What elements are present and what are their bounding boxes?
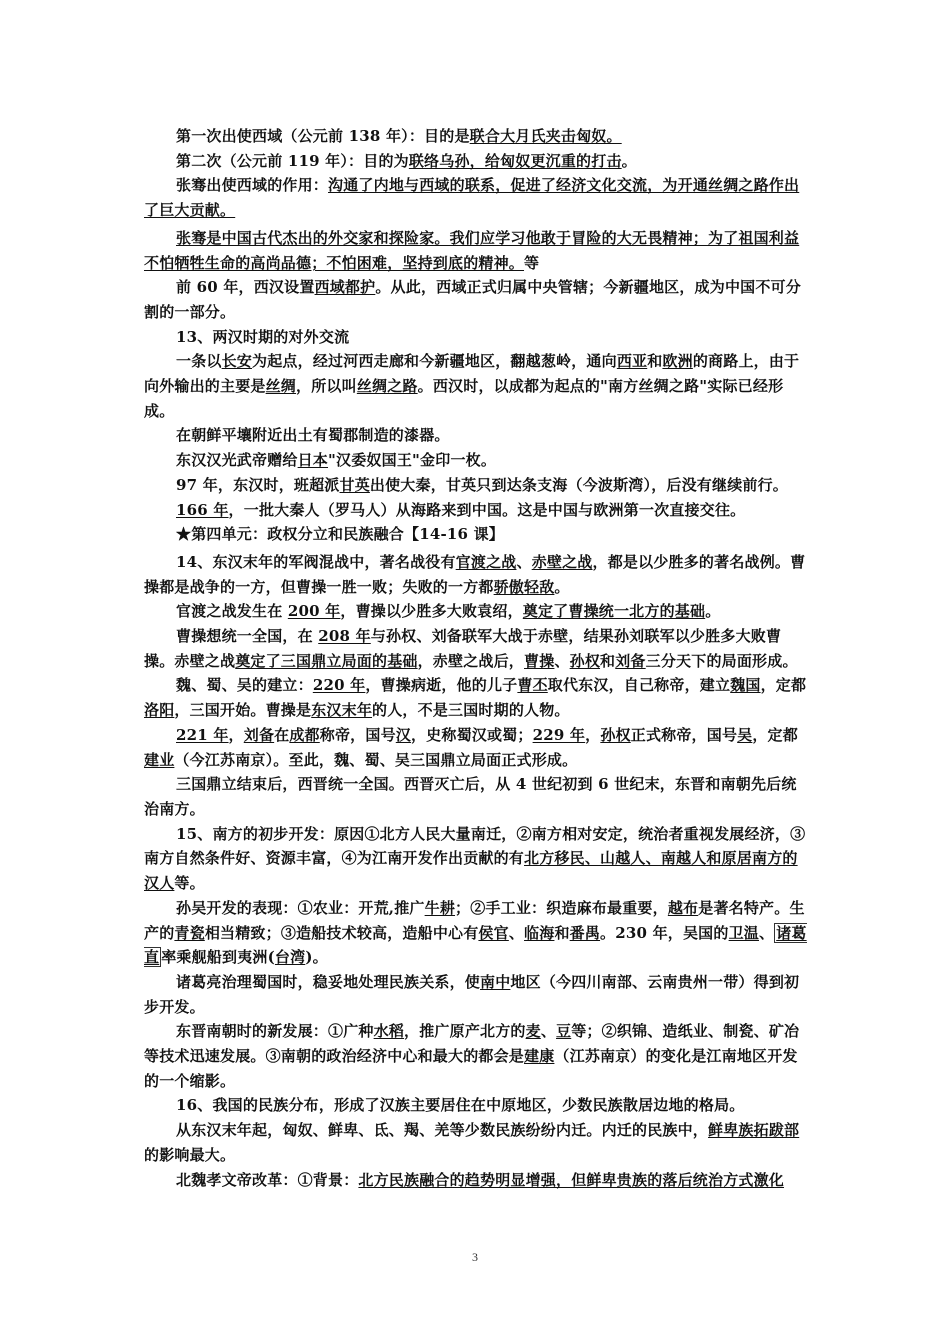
underlined-text: 侯官: [478, 923, 509, 942]
paragraph: [144, 1093, 810, 1118]
text-run: 称帝，国号: [319, 725, 396, 744]
text-run: 的商路上，由于向外输出的主要是: [144, 352, 800, 396]
paragraph: [144, 1118, 810, 1167]
underlined-text: 孙权: [569, 651, 601, 670]
underlined-text: 水稻: [373, 1022, 405, 1041]
underlined-text: 丝绸: [265, 377, 297, 396]
text-run: 从东汉末年起，匈奴、鲜卑、氐、羯、羌等少数民族纷纷内迁。内迁的民族中，: [176, 1121, 709, 1140]
page-number: 3: [472, 1250, 478, 1264]
text-run: 13、两汉时期的对外交流: [176, 327, 350, 346]
text-run: 、: [540, 1022, 557, 1041]
text-run: 14、东汉末年的军阀混战中，著名战役有: [176, 552, 456, 571]
underlined-text: 甘英: [339, 475, 370, 494]
underlined-text: 台湾: [274, 948, 306, 967]
text-run: ，三国开始。曹操是: [174, 701, 312, 720]
text-run: 、: [759, 923, 775, 942]
underlined-text: 166 年: [176, 500, 229, 519]
text-run: 为起点，经过河西走廊和今新疆地区，翻越葱岭，通向: [252, 352, 617, 371]
text-run: 和: [647, 352, 663, 371]
paragraph: [144, 1019, 810, 1093]
underlined-text: 曹丕: [517, 676, 548, 695]
underlined-text: 番禺: [569, 923, 601, 942]
text-run: 的影响最大。: [144, 1145, 236, 1164]
underlined-text: 汉: [395, 725, 411, 744]
underlined-text: 豆: [556, 1022, 572, 1041]
text-run: 等；②织锦、造纸业、制瓷、矿冶等技术迅速发展。③南朝的政治经济中心和最大的都会是: [144, 1022, 800, 1066]
text-run: 、: [508, 923, 525, 942]
text-run: （今江苏南京）。至此，魏、蜀、吴三国鼎立局面正式形成。: [174, 750, 578, 769]
paragraph: [144, 124, 810, 149]
text-run: 诸葛亮治理蜀国时，稳妥地处理民族关系，使: [176, 972, 481, 991]
underlined-text: 吴: [737, 725, 753, 744]
text-run: ，曹操病逝，他的儿子: [365, 676, 518, 695]
text-run: ，定都: [752, 725, 798, 744]
text-run: 15、南方的初步开发：原因①北方人民大量南迁，②南方相对安定，统治者重视发展经济，③南方自然条件好、资源丰富，④为江南开发作出贡献的有: [144, 824, 806, 868]
underlined-text: 刘备: [243, 725, 275, 744]
text-run: ，定都: [760, 676, 807, 695]
underlined-text: 孙权: [600, 725, 631, 744]
text-run: 正式称帝，国号: [630, 725, 738, 744]
underlined-text: 越布: [667, 898, 699, 917]
text-run: )。: [305, 948, 328, 967]
underlined-text: 东汉末年: [311, 701, 373, 720]
text-run: 等: [524, 253, 540, 272]
underlined-text: 联合大月氏夹击匈奴。: [469, 127, 622, 145]
underlined-text: 卫温: [728, 923, 759, 942]
underlined-text: 临海: [524, 923, 555, 942]
text-run: 。: [621, 151, 637, 170]
paragraph: [144, 226, 810, 275]
text-run: 、: [516, 552, 532, 571]
text-run: 张骞出使西域的作用：: [176, 176, 329, 195]
text-run: 一条以: [176, 352, 222, 371]
underlined-text: 北方民族融合的趋势明显增强，但鲜卑贵族的落后统治方式激化: [358, 1170, 785, 1189]
underlined-text: 官渡之战: [455, 552, 517, 571]
text-run: 曹操想统一全国，在: [176, 627, 319, 646]
text-run: 东汉汉光武帝赠给: [176, 451, 298, 470]
text-run: 前 60 年，西汉设置: [176, 278, 315, 297]
underlined-text: 张骞是中国古代杰出的外交家和探险家。我们应学习他敢于冒险的大无畏精神；为了祖国利益不怕牺牲生命的高尚品德；不怕困难，坚持到底的精神。: [144, 228, 800, 272]
paragraph: [144, 149, 810, 174]
text-run: 的人，不是三国时期的人物。: [372, 701, 570, 720]
underlined-text: 220 年: [312, 676, 366, 695]
underlined-text: 魏国: [730, 676, 761, 695]
text-run: 第二次（公元前 119 年）：目的为: [176, 151, 409, 170]
paragraph: [144, 772, 810, 821]
text-run: 魏、蜀、吴的建立：: [176, 676, 313, 695]
underlined-text: 200 年: [287, 602, 341, 621]
text-run: 97 年，东汉时，班超派: [176, 475, 340, 494]
underlined-text: 奠定了曹操统一北方的基础: [522, 602, 706, 621]
paragraph: [144, 970, 810, 1019]
underlined-text: 青瓷: [174, 923, 205, 942]
underlined-text: 229 年: [532, 725, 586, 744]
paragraph: [144, 275, 810, 324]
text-run: 孙吴开发的表现：①农业：开荒,推广: [176, 898, 425, 917]
underlined-text: 曹操: [524, 651, 555, 670]
text-run: 三国鼎立结束后，西晋统一全国。西晋灭亡后，从 4 世纪初到 6 世纪末，东晋和南朝先后统治南方。: [144, 775, 797, 818]
text-run: 与孙权、刘备联军大战于赤壁，结果孙刘联军以少胜多大败曹操。赤壁之战: [144, 627, 782, 670]
paragraph: [144, 423, 810, 448]
underlined-text: 鲜卑族拓跋部: [708, 1121, 800, 1140]
underlined-text: 建康: [524, 1047, 555, 1066]
paragraph: [144, 473, 810, 498]
underlined-text: 赤壁之战: [531, 552, 593, 571]
underlined-text: 刘备: [615, 651, 646, 670]
paragraph: [144, 448, 810, 473]
text-run: （江苏南京）的变化是江南地区开发的一个缩影。: [144, 1047, 798, 1090]
paragraph: [144, 822, 810, 896]
underlined-text: 221 年: [176, 725, 229, 744]
text-run: 在: [274, 725, 290, 744]
text-run: 官渡之战发生在: [176, 602, 288, 621]
text-run: ，曹操以少胜多大败袁绍，: [340, 602, 523, 621]
underlined-text: 欧洲: [662, 352, 693, 371]
paragraph: [144, 599, 810, 624]
underlined-text: 北方移民、山越人、南越人和原居南方的汉人: [144, 849, 798, 893]
text-run: 等。: [174, 874, 205, 893]
paragraph: [144, 349, 810, 423]
text-run: ，都是以少胜多的著名战例。曹操都是战争的一方，但曹操一胜一败；失败的一方都: [144, 552, 806, 596]
text-run: ，赤壁之战后，: [417, 651, 525, 670]
document-body: [144, 124, 810, 1192]
paragraph: [144, 498, 810, 523]
text-run: ，: [585, 725, 601, 744]
text-run: 相当精致；③造船技术较高，造船中心有: [204, 923, 479, 942]
text-run: "汉委奴国王"金印一枚。: [328, 451, 497, 470]
text-run: 第一次出使西域（公元前 138 年）：目的是: [176, 127, 470, 145]
underlined-text: 日本: [297, 451, 329, 470]
text-run: ，: [228, 725, 244, 744]
text-run: 。: [705, 602, 721, 621]
underlined-text: 西亚: [616, 352, 648, 371]
paragraph: [144, 1168, 810, 1193]
underlined-text: 洛阳: [144, 701, 175, 720]
text-run: 在朝鲜平壤附近出土有蜀郡制造的漆器。: [176, 426, 450, 445]
text-run: 是著名特产。生产的: [144, 898, 805, 942]
text-run: ，推广原产北方的: [404, 1022, 526, 1041]
text-run: 率乘舰船到夷洲(: [161, 948, 275, 967]
underlined-text: 骄傲轻敌: [493, 577, 555, 596]
text-run: 地区（今四川南部、云南贵州一带）得到初步开发。: [144, 972, 800, 1016]
underlined-text: 奠定了三国鼎立局面的基础: [235, 651, 418, 670]
paragraph: [144, 624, 810, 673]
text-run: ，所以叫: [296, 377, 357, 396]
text-run: 16、我国的民族分布，形成了汉族主要居住在中原地区，少数民族散居边地的格局。: [176, 1096, 745, 1115]
text-run: 北魏孝文帝改革：①背景：: [176, 1170, 359, 1189]
underlined-text: 沟通了内地与西域的联系，促进了经济文化交流，为开通丝绸之路作出了巨大贡献。: [144, 176, 800, 220]
text-run: ★第四单元：政权分立和民族融合【14-16 课】: [176, 525, 504, 544]
text-run: ；②手工业：织造麻布最重要，: [455, 898, 668, 917]
text-run: 。: [554, 577, 570, 596]
paragraph: [144, 550, 810, 599]
text-run: 和: [600, 651, 616, 670]
underlined-text: 南中: [480, 972, 511, 991]
underlined-text: 联络乌孙，给匈奴更沉重的打击: [408, 151, 622, 170]
text-run: 、: [554, 651, 570, 670]
paragraph: [144, 723, 810, 772]
paragraph: [144, 522, 810, 547]
underlined-text: 长安: [221, 352, 253, 371]
text-run: 。西汉时，以成都为起点的"南方丝绸之路"实际已经形成。: [144, 377, 784, 420]
text-run: ，一批大秦人（罗马人）从海路来到中国。这是中国与欧洲第一次直接交往。: [228, 500, 746, 519]
text-run: 和: [554, 923, 570, 942]
text-run: 取代东汉，自己称帝，建立: [547, 676, 731, 695]
text-run: 。230 年，吴国的: [600, 923, 729, 942]
underlined-text: 丝绸之路: [356, 377, 418, 396]
underlined-text: 成都: [289, 725, 320, 744]
underlined-text: 牛耕: [424, 898, 456, 917]
paragraph: [144, 325, 810, 350]
text-run: 东晋南朝时的新发展：①广种: [176, 1022, 374, 1041]
text-run: 。从此，西域正式归属中央管辖；今新疆地区，成为中国不可分割的一部分。: [144, 278, 801, 321]
paragraph: [144, 896, 810, 970]
paragraph: [144, 673, 810, 722]
underlined-text: 麦: [525, 1022, 541, 1041]
text-run: 出使大秦，甘英只到达条支海（今波斯湾），后没有继续前行。: [369, 475, 789, 494]
text-run: ，史称蜀汉或蜀；: [410, 725, 533, 744]
text-run: 三分天下的局面形成。: [645, 651, 798, 670]
underlined-text: 208 年: [318, 627, 371, 646]
underlined-text: 建业: [144, 750, 175, 769]
underlined-text: 诸葛直: [144, 923, 807, 967]
underlined-text: 西域都护: [314, 278, 376, 297]
paragraph: [144, 173, 810, 222]
